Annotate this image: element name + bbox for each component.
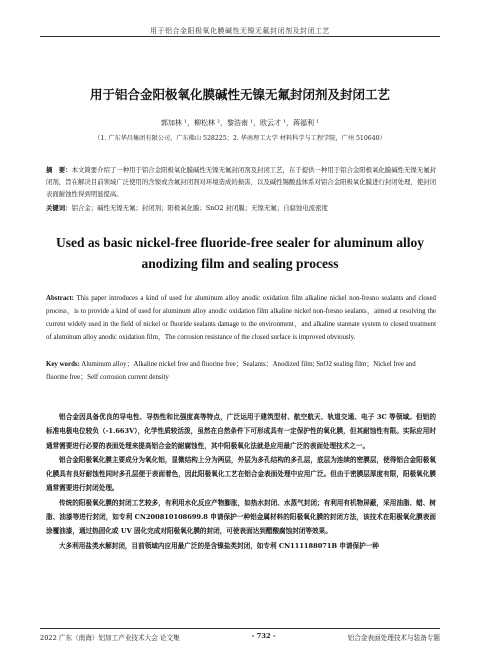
chinese-abstract-label: 摘 要：: [46, 166, 72, 174]
english-abstract-label: Abstract:: [46, 295, 74, 302]
body-paragraph: 铝合金因具备优良的导电性、导热性和比强度高等特点，广泛运用于建筑型材、航空航天、轨道交通、电子 3C 等领域。但铝的标准电极电位较负（-1.663V），化学性质较活泼，虽然在自然条件下可形成具有一定保护性的氧化膜，但其耐蚀性有限。实际应用时通常需要进行必要的表面处理来提高铝合金的耐腐蚀性，其中阳极氧化法就是应用最广泛的表面处理技术之一。: [46, 413, 436, 450]
page-number: - 732 -: [251, 632, 276, 640]
running-head: 用于铝合金阳极氧化膜碱性无镍无氟封闭剂及封闭工艺: [150, 27, 330, 35]
chinese-abstract: [46, 164, 436, 200]
chinese-keywords-text: 铝合金；碱性无镍无氟；封闭剂；阳极氧化膜；SnO2 封闭膜；无镍无氟；自腐蚀电流密度: [71, 204, 328, 212]
chinese-keywords-label: 关键词：: [46, 204, 72, 212]
english-abstract-text: This paper introduces a kind of used for aluminum alloy anodic oxidation film alkaline nickel non-fresno sealants and closed process，is to provide a kind of used for aluminum alloy anodic oxidation film alkaline nickel non-fresno sealants，aimed at resolving the current widely used in the field of nickel or fluoride sealants damage to the environment，and alkaline stannate system to closed treatment of aluminum alloy anodic oxidation film，The corrosion resistance of the closed surface is improved obviously.: [46, 295, 436, 341]
english-keywords: [46, 358, 436, 384]
chinese-keywords: [46, 202, 436, 214]
body-text: [46, 410, 436, 553]
english-abstract: [46, 292, 436, 344]
footer-rule: [40, 628, 440, 629]
footer-session: 铝合金表面处理技术与装备专题: [347, 634, 440, 642]
body-paragraph: 传统的阳极氧化膜的封闭工艺较多，有利用水化反应产物膨胀，如热水封闭、水蒸气封闭；有利用有机物屏蔽，采用油脂、蜡、树脂、油漆等进行封闭，如专利 CN200810108699.8 申请保护一种铝金属材料的阳极氧化膜的封闭方法，该技术在阳极氧化膜表面涂覆油漆，通过热固化或 UV 固化完成对阳极氧化膜的封闭，可使表面达到醋酸腐蚀封闭等效果。: [46, 498, 436, 536]
header-rule: [40, 36, 440, 37]
chinese-title: 用于铝合金阳极氧化膜碱性无镍无氟封闭剂及封闭工艺: [89, 87, 390, 102]
english-keywords-label: Key words:: [46, 361, 80, 368]
authors: 郭加林 ¹，柳松林 ²，黎浩南 ¹，欧云才 ¹，蒋福利 ¹: [160, 119, 320, 127]
page-footer: [40, 632, 440, 642]
english-title: Used as basic nickel-free fluoride-free sealer for aluminum alloy anodizing film and sealing process: [56, 235, 424, 271]
english-keywords-text: Aluminum alloy；Alkaline nickel free and fluorine free；Sealants；Anodized film; SnO2 sealing film；Nickel free and fluorine free；Self corrosion current density: [46, 361, 416, 381]
body-paragraph: 大多利用盐类水解封闭，目前领域内应用最广泛的是含镍盐类封闭，如专利 CN111188071B 申请保护一种: [59, 541, 379, 550]
chinese-abstract-text: 本文简要介绍了一种用于铝合金阳极氧化膜碱性无镍无氟封闭剂及封闭工艺，在于提供一种用于铝合金阳极氧化膜碱性无镍无氟封闭剂，旨在解决目前领域广泛使用的含镍或含氟封闭剂对环境造成的损害，以及碱性锡酸盐体系对铝合金阳极氧化膜进行封闭处理，使封闭表面耐蚀性得到明显提高。: [46, 166, 437, 198]
footer-proceedings: 2022 广东（南海）铝加工产业技术大会 论文集: [40, 634, 180, 642]
affiliation: （1. 广东华昌集团有限公司，广东佛山 528225；2. 华南理工大学 材料科学与工程学院，广州 510640）: [94, 135, 386, 142]
body-paragraph: 铝合金阳极氧化膜主要成分为氧化铝，显微结构上分为两层，外层为多孔结构的多孔层，底层为连续的密膜层，使得铝合金阳极氧化膜具有良好耐蚀性同时多孔层便于表面着色，因此阳极氧化工艺在铝合金表面处理中应用广泛。但由于密膜层厚度有限，阳极氧化膜通常需要进行封闭处理。: [46, 455, 436, 493]
